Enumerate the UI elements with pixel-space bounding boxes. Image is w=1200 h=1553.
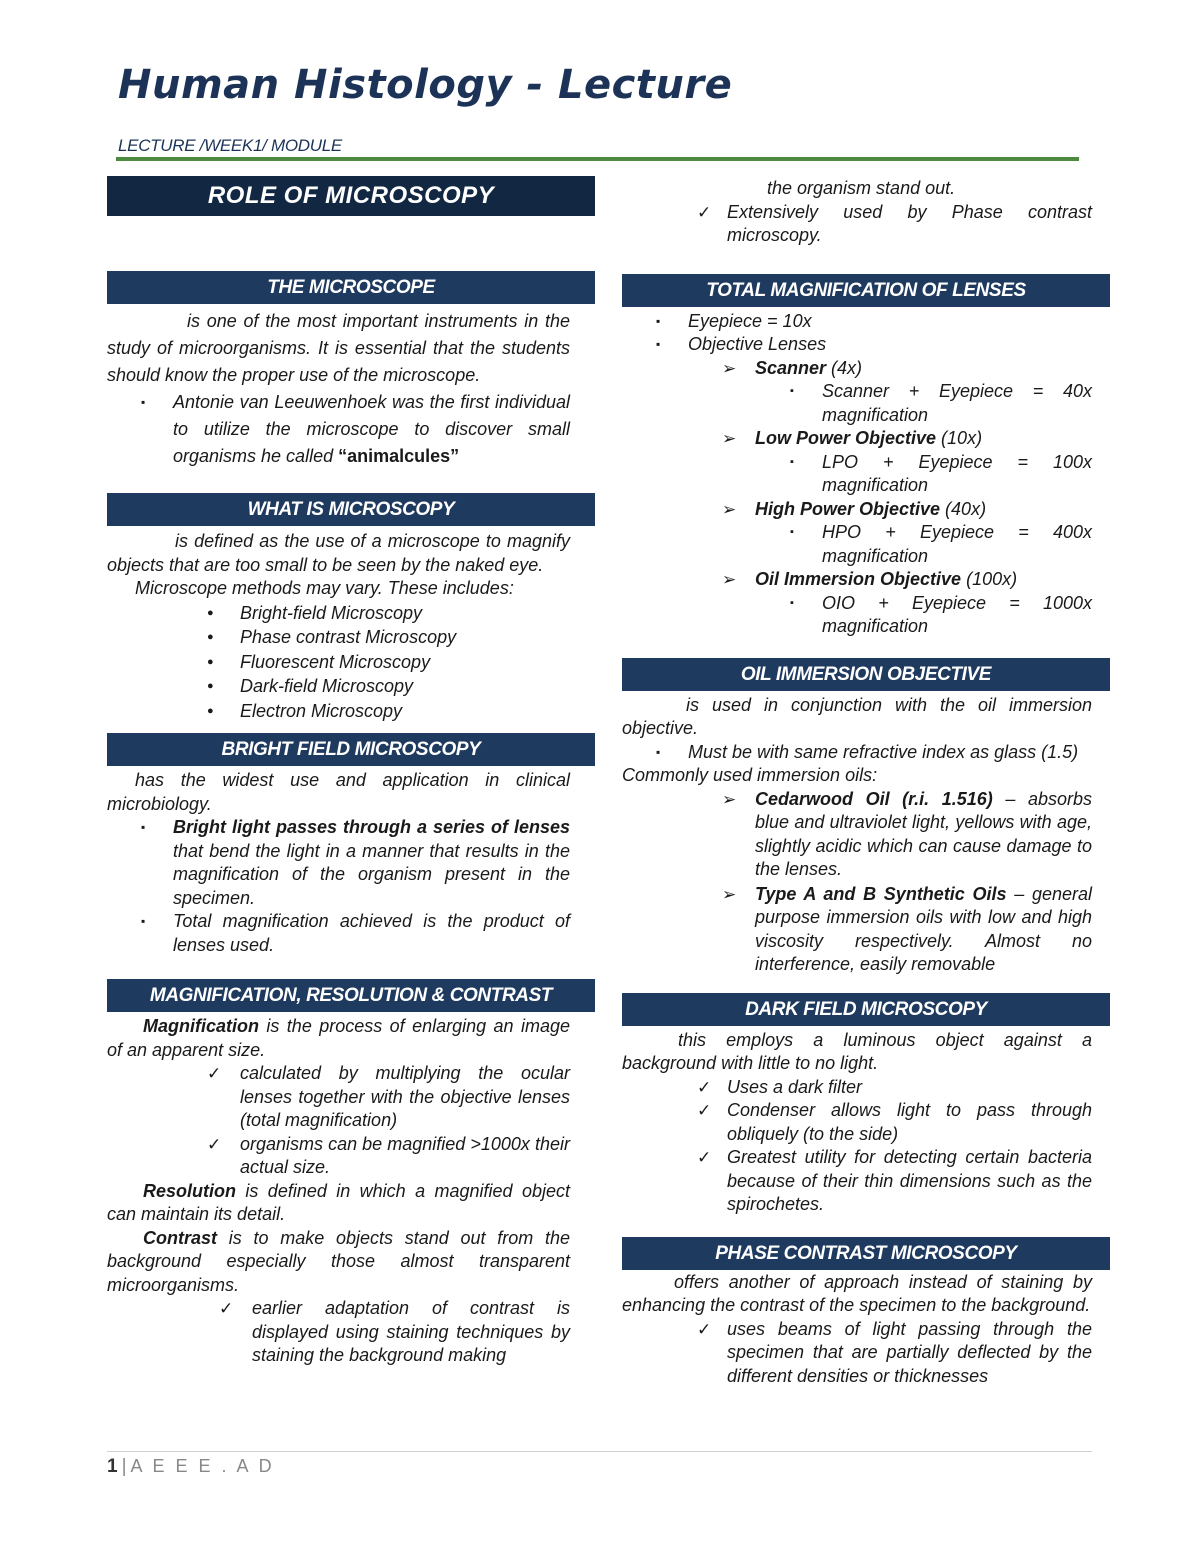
document-subtitle: LECTURE /WEEK1/ MODULE [118, 136, 342, 155]
list-item: ✓ Greatest utility for detecting certain bacteria because of their thin dimensions such as the spirochetes. [622, 1146, 1092, 1217]
lens-calc-list [622, 380, 1092, 427]
magnification-checks [107, 1062, 570, 1180]
phase-contrast-intro: offers another of approach instead of staining by enhancing the contrast of the specimen to the background. [622, 1271, 1092, 1315]
lens-item: ➢ Scanner (4x) [622, 357, 1092, 381]
oil-common: Commonly used immersion oils: [622, 765, 878, 785]
document-title: Human Histology - Lecture [118, 62, 733, 108]
right-column [622, 177, 1110, 1388]
role-title-bar: ROLE OF MICROSCOPY [107, 176, 595, 216]
section-heading-microscope: THE MICROSCOPE [107, 271, 595, 304]
contrast-definition: Contrast is to make objects stand out from the background especially those almost transparent microorganisms. [107, 1227, 570, 1295]
section-heading-magnification: MAGNIFICATION, RESOLUTION & CONTRAST [107, 979, 595, 1012]
list-item: ▪ Bright light passes through a series of lenses that bend the light in a manner that results in the magnification of the organism present in the specimen. [107, 816, 570, 910]
list-item: ▪ Objective Lenses [622, 333, 1092, 357]
microscope-intro: is one of the most important instruments in the study of microorganisms. It is essential that the students should know the proper use of the microscope. [107, 311, 570, 385]
list-item: ● Dark-field Microscopy [107, 674, 570, 699]
lens-item: ➢ High Power Objective (40x) [622, 498, 1092, 522]
continued-checks [622, 201, 1092, 248]
list-item: ● Fluorescent Microscopy [107, 650, 570, 675]
list-item: ➢ Cedarwood Oil (r.i. 1.516) – absorbs blue and ultraviolet light, yellows with age, slightly acidic which can cause damage to the lenses. [622, 788, 1092, 882]
magnification-definition: Magnification is the process of enlarging an image of an apparent size. [107, 1016, 570, 1060]
section-heading-total-magnification: TOTAL MAGNIFICATION OF LENSES [622, 274, 1110, 307]
lens-item: ➢ Low Power Objective (10x) [622, 427, 1092, 451]
lens-calc: ▪ OIO + Eyepiece = 1000x magnification [622, 592, 1092, 639]
what-is-intro: is defined as the use of a microscope to magnify objects that are too small to be seen by the naked eye. [107, 531, 570, 575]
section-heading-what-is: WHAT IS MICROSCOPY [107, 493, 595, 526]
section-heading-bright-field: BRIGHT FIELD MICROSCOPY [107, 733, 595, 766]
oil-types-list [622, 788, 1092, 977]
methods-intro: Microscope methods may vary. These includes: [135, 578, 514, 598]
list-item: ✓ uses beams of light passing through the specimen that are partially deflected by the different densities or thicknesses [622, 1318, 1092, 1389]
objective-lenses-list [622, 427, 1092, 451]
objective-lenses-list [622, 357, 1092, 381]
total-mag-list [622, 310, 1092, 357]
lens-calc: ▪ HPO + Eyepiece = 400x magnification [622, 521, 1092, 568]
resolution-definition: Resolution is defined in which a magnified object can maintain its detail. [107, 1180, 570, 1224]
section-heading-dark-field: DARK FIELD MICROSCOPY [622, 993, 1110, 1026]
list-item: ✓ organisms can be magnified >1000x their actual size. [107, 1133, 570, 1180]
page-number: 1 [107, 1456, 118, 1477]
list-item: ▪ Must be with same refractive index as glass (1.5) [622, 741, 1092, 765]
list-item: ● Bright-field Microscopy [107, 601, 570, 626]
page-footer [107, 1456, 275, 1478]
oil-intro: is used in conjunction with the oil immersion objective. [622, 694, 1092, 738]
contrast-checks [107, 1297, 570, 1368]
list-item: ▪ Antonie van Leeuwenhoek was the first individual to utilize the microscope to discover small organisms he called “animalcules” [107, 389, 570, 470]
lens-item: ➢ Oil Immersion Objective (100x) [622, 568, 1092, 592]
list-item: ▪ Total magnification achieved is the product of lenses used. [107, 910, 570, 957]
section-heading-phase-contrast: PHASE CONTRAST MICROSCOPY [622, 1237, 1110, 1270]
lens-calc: ▪ LPO + Eyepiece = 100x magnification [622, 451, 1092, 498]
footer-divider [107, 1451, 1092, 1452]
list-item: ✓ Condenser allows light to pass through obliquely (to the side) [622, 1099, 1092, 1146]
list-item: ✓ calculated by multiplying the ocular lenses together with the objective lenses (total magnification) [107, 1062, 570, 1133]
lens-calc-list [622, 592, 1092, 639]
list-item: ● Phase contrast Microscopy [107, 625, 570, 650]
header-divider [116, 157, 1079, 161]
oil-bullets [622, 741, 1092, 765]
list-item: ✓ Uses a dark filter [622, 1076, 1092, 1100]
footer-author: A E E E . A D [130, 1456, 275, 1476]
list-item: ✓ Extensively used by Phase contrast microscopy. [622, 201, 1092, 248]
footer-separator: | [121, 1456, 127, 1477]
list-item: ▪ Eyepiece = 10x [622, 310, 1092, 334]
dark-field-intro: this employs a luminous object against a background with little to no light. [622, 1029, 1092, 1073]
list-item: ➢ Type A and B Synthetic Oils – general purpose immersion oils with low and high viscosity respectively. Almost no interference, easily removable [622, 883, 1092, 977]
bright-field-intro: has the widest use and application in clinical microbiology. [107, 770, 570, 814]
methods-list [107, 601, 570, 724]
lens-calc-list [622, 451, 1092, 498]
left-column [107, 176, 595, 1368]
bright-field-bullets [107, 816, 570, 957]
objective-lenses-list [622, 498, 1092, 522]
microscope-bullets [107, 389, 570, 470]
list-item: ✓ earlier adaptation of contrast is displayed using staining techniques by staining the background making [107, 1297, 570, 1368]
section-heading-oil-immersion: OIL IMMERSION OBJECTIVE [622, 658, 1110, 691]
dark-field-checks [622, 1076, 1092, 1217]
list-item: ● Electron Microscopy [107, 699, 570, 724]
lens-calc: ▪ Scanner + Eyepiece = 40x magnification [622, 380, 1092, 427]
lens-calc-list [622, 521, 1092, 568]
phase-contrast-checks [622, 1318, 1092, 1389]
objective-lenses-list [622, 568, 1092, 592]
continued-line: the organism stand out. [767, 178, 956, 198]
